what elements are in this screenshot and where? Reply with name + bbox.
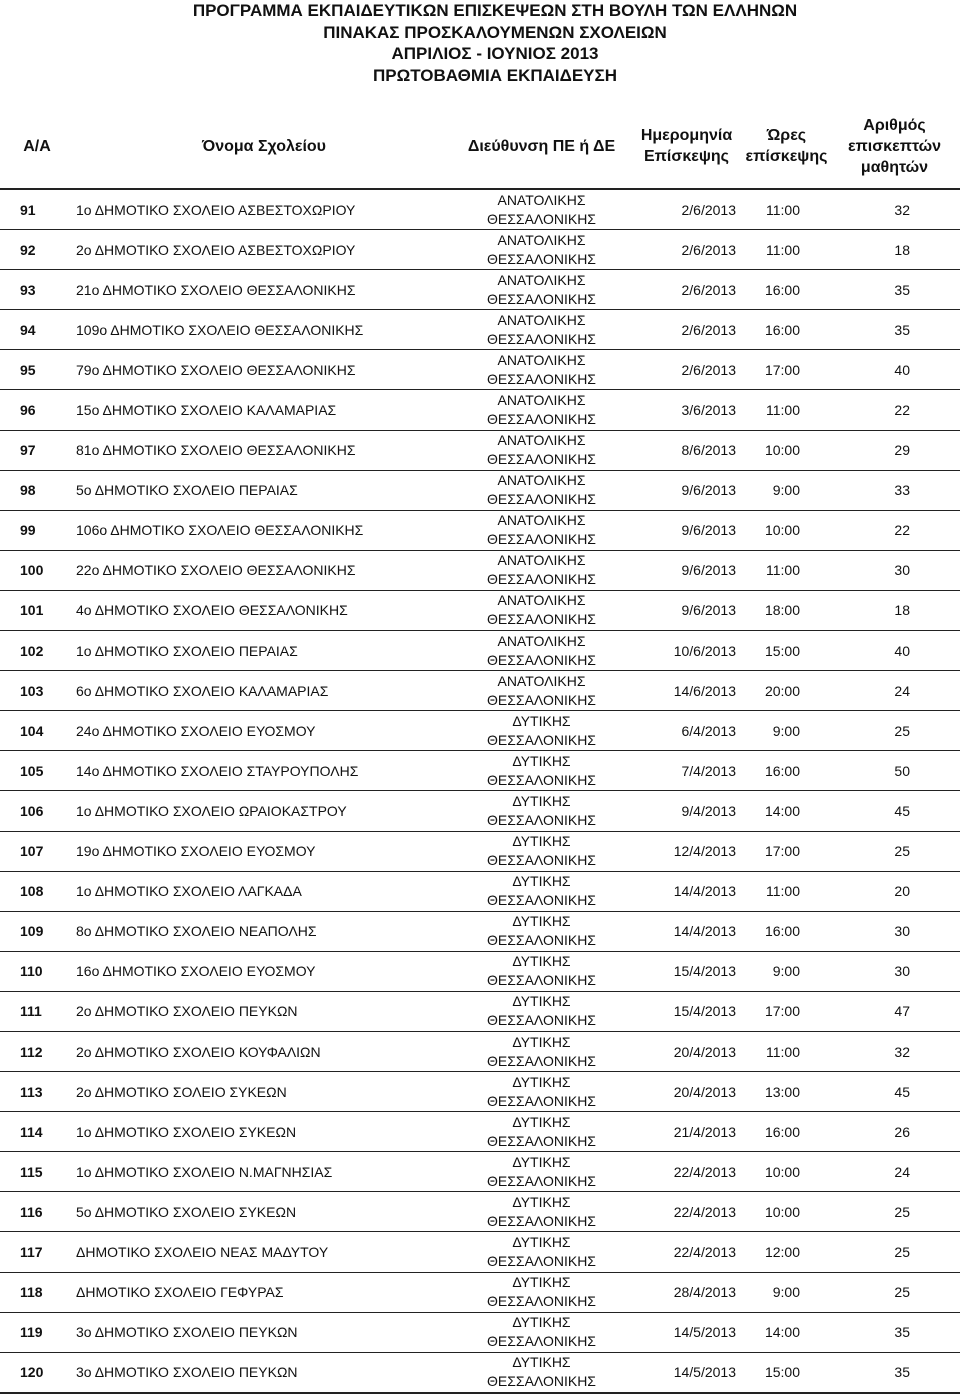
row-number: 111	[0, 991, 74, 1031]
direction-city: ΘΕΣΣΑΛΟΝΙΚΗΣ	[487, 731, 596, 748]
school-name: 8ο ΔΗΜΟΤΙΚΟ ΣΧΟΛΕΙΟ ΝΕΑΠΟΛΗΣ	[74, 911, 454, 951]
direction-cell	[454, 1232, 629, 1272]
school-name: 5ο ΔΗΜΟΤΙΚΟ ΣΧΟΛΕΙΟ ΣΥΚΕΩΝ	[74, 1192, 454, 1232]
table-row	[0, 430, 960, 470]
student-count: 32	[829, 1031, 960, 1071]
row-number: 99	[0, 510, 74, 550]
table-row	[0, 550, 960, 590]
student-count: 22	[829, 510, 960, 550]
visit-date: 3/6/2013	[629, 390, 744, 430]
row-number: 112	[0, 1031, 74, 1071]
visit-time: 16:00	[744, 911, 829, 951]
direction-cell	[454, 1352, 629, 1393]
visit-date: 12/4/2013	[629, 831, 744, 871]
visit-date: 9/6/2013	[629, 470, 744, 510]
visit-date: 8/6/2013	[629, 430, 744, 470]
visit-date: 14/4/2013	[629, 871, 744, 911]
student-count: 45	[829, 791, 960, 831]
direction-cell	[454, 1272, 629, 1312]
direction-region: ΔΥΤΙΚΗΣ	[512, 1314, 571, 1331]
direction-region: ΑΝΑΤΟΛΙΚΗΣ	[497, 672, 586, 689]
direction-city: ΘΕΣΣΑΛΟΝΙΚΗΣ	[487, 210, 596, 227]
table-body	[0, 189, 960, 1393]
table-row	[0, 510, 960, 550]
direction-city: ΘΕΣΣΑΛΟΝΙΚΗΣ	[487, 1373, 596, 1390]
direction-cell	[454, 791, 629, 831]
direction-city: ΘΕΣΣΑΛΟΝΙΚΗΣ	[487, 1293, 596, 1310]
student-count: 35	[829, 310, 960, 350]
visit-date: 20/4/2013	[629, 1072, 744, 1112]
visit-time: 13:00	[744, 1072, 829, 1112]
direction-region: ΑΝΑΤΟΛΙΚΗΣ	[497, 472, 586, 489]
direction-region: ΔΥΤΙΚΗΣ	[512, 752, 571, 769]
visit-date: 2/6/2013	[629, 230, 744, 270]
table-row	[0, 1312, 960, 1352]
school-name: 6ο ΔΗΜΟΤΙΚΟ ΣΧΟΛΕΙΟ ΚΑΛΑΜΑΡΙΑΣ	[74, 671, 454, 711]
row-number: 97	[0, 430, 74, 470]
school-name: 2ο ΔΗΜΟΤΙΚΟ ΣΧΟΛΕΙΟ ΠΕΥΚΩΝ	[74, 991, 454, 1031]
direction-cell	[454, 831, 629, 871]
visit-time: 17:00	[744, 831, 829, 871]
visit-time: 10:00	[744, 510, 829, 550]
row-number: 106	[0, 791, 74, 831]
table-row	[0, 951, 960, 991]
direction-region: ΔΥΤΙΚΗΣ	[512, 1033, 571, 1050]
row-number: 96	[0, 390, 74, 430]
visit-date: 2/6/2013	[629, 189, 744, 230]
row-number: 110	[0, 951, 74, 991]
direction-region: ΔΥΤΙΚΗΣ	[512, 712, 571, 729]
direction-city: ΘΕΣΣΑΛΟΝΙΚΗΣ	[487, 852, 596, 869]
direction-city: ΘΕΣΣΑΛΟΝΙΚΗΣ	[487, 972, 596, 989]
direction-city: ΘΕΣΣΑΛΟΝΙΚΗΣ	[487, 571, 596, 588]
row-number: 102	[0, 631, 74, 671]
student-count: 47	[829, 991, 960, 1031]
row-number: 120	[0, 1352, 74, 1393]
student-count: 24	[829, 671, 960, 711]
visit-time: 16:00	[744, 1112, 829, 1152]
direction-city: ΘΕΣΣΑΛΟΝΙΚΗΣ	[487, 771, 596, 788]
row-number: 115	[0, 1152, 74, 1192]
direction-region: ΔΥΤΙΚΗΣ	[512, 1274, 571, 1291]
school-name: 16ο ΔΗΜΟΤΙΚΟ ΣΧΟΛΕΙΟ ΕΥΟΣΜΟΥ	[74, 951, 454, 991]
table-row	[0, 390, 960, 430]
direction-city: ΘΕΣΣΑΛΟΝΙΚΗΣ	[487, 1052, 596, 1069]
document-title	[0, 0, 960, 86]
table-row	[0, 189, 960, 230]
table-row	[0, 1272, 960, 1312]
row-number: 107	[0, 831, 74, 871]
table-row	[0, 1152, 960, 1192]
direction-city: ΘΕΣΣΑΛΟΝΙΚΗΣ	[487, 411, 596, 428]
direction-cell	[454, 1031, 629, 1071]
direction-cell	[454, 711, 629, 751]
visit-time: 10:00	[744, 1192, 829, 1232]
visit-time: 11:00	[744, 230, 829, 270]
title-line-table: ΠΙΝΑΚΑΣ ΠΡΟΣΚΑΛΟΥΜΕΝΩΝ ΣΧΟΛΕΙΩΝ	[323, 22, 667, 42]
visit-time: 9:00	[744, 1272, 829, 1312]
visit-time: 17:00	[744, 991, 829, 1031]
column-header-aa: Α/Α	[23, 137, 51, 155]
visit-time: 18:00	[744, 590, 829, 630]
student-count: 35	[829, 1352, 960, 1393]
visit-date: 22/4/2013	[629, 1152, 744, 1192]
row-number: 95	[0, 350, 74, 390]
column-header-direction: Διεύθυνση ΠΕ ή ΔΕ	[467, 137, 616, 155]
visit-time: 15:00	[744, 1352, 829, 1393]
school-name: 5ο ΔΗΜΟΤΙΚΟ ΣΧΟΛΕΙΟ ΠΕΡΑΙΑΣ	[74, 470, 454, 510]
school-name: ΔΗΜΟΤΙΚΟ ΣΧΟΛΕΙΟ ΓΕΦΥΡΑΣ	[74, 1272, 454, 1312]
direction-region: ΔΥΤΙΚΗΣ	[512, 1113, 571, 1130]
row-number: 104	[0, 711, 74, 751]
school-name: 109ο ΔΗΜΟΤΙΚΟ ΣΧΟΛΕΙΟ ΘΕΣΣΑΛΟΝΙΚΗΣ	[74, 310, 454, 350]
row-number: 92	[0, 230, 74, 270]
direction-city: ΘΕΣΣΑΛΟΝΙΚΗΣ	[487, 290, 596, 307]
visit-time: 11:00	[744, 1031, 829, 1071]
school-name: 14ο ΔΗΜΟΤΙΚΟ ΣΧΟΛΕΙΟ ΣΤΑΥΡΟΥΠΟΛΗΣ	[74, 751, 454, 791]
direction-cell	[454, 871, 629, 911]
table-row	[0, 791, 960, 831]
direction-cell	[454, 631, 629, 671]
student-count: 18	[829, 230, 960, 270]
visit-date: 15/4/2013	[629, 991, 744, 1031]
table-row	[0, 310, 960, 350]
visit-date: 6/4/2013	[629, 711, 744, 751]
student-count: 45	[829, 1072, 960, 1112]
school-name: 106ο ΔΗΜΟΤΙΚΟ ΣΧΟΛΕΙΟ ΘΕΣΣΑΛΟΝΙΚΗΣ	[74, 510, 454, 550]
visit-date: 14/4/2013	[629, 911, 744, 951]
student-count: 26	[829, 1112, 960, 1152]
direction-cell	[454, 310, 629, 350]
school-name: ΔΗΜΟΤΙΚΟ ΣΧΟΛΕΙΟ ΝΕΑΣ ΜΑΔΥΤΟΥ	[74, 1232, 454, 1272]
direction-region: ΑΝΑΤΟΛΙΚΗΣ	[497, 311, 586, 328]
visit-date: 2/6/2013	[629, 270, 744, 310]
visit-date: 9/4/2013	[629, 791, 744, 831]
student-count: 35	[829, 270, 960, 310]
direction-city: ΘΕΣΣΑΛΟΝΙΚΗΣ	[487, 811, 596, 828]
school-name: 2ο ΔΗΜΟΤΙΚΟ ΣΟΛΕΙΟ ΣΥΚΕΩΝ	[74, 1072, 454, 1112]
table-header-row	[0, 104, 960, 189]
direction-region: ΔΥΤΙΚΗΣ	[512, 833, 571, 850]
direction-cell	[454, 1192, 629, 1232]
visit-date: 2/6/2013	[629, 310, 744, 350]
title-line-program: ΠΡΟΓΡΑΜΜΑ ΕΚΠΑΙΔΕΥΤΙΚΩΝ ΕΠΙΣΚΕΨΕΩΝ ΣΤΗ ΒΟΥΛΗ ΤΩΝ ΕΛΛΗΝΩΝ	[192, 1, 798, 20]
school-name: 2ο ΔΗΜΟΤΙΚΟ ΣΧΟΛΕΙΟ ΚΟΥΦΑΛΙΩΝ	[74, 1031, 454, 1071]
direction-city: ΘΕΣΣΑΛΟΝΙΚΗΣ	[487, 691, 596, 708]
school-name: 3ο ΔΗΜΟΤΙΚΟ ΣΧΟΛΕΙΟ ΠΕΥΚΩΝ	[74, 1312, 454, 1352]
row-number: 116	[0, 1192, 74, 1232]
student-count: 25	[829, 1272, 960, 1312]
school-name: 1ο ΔΗΜΟΤΙΚΟ ΣΧΟΛΕΙΟ ΑΣΒΕΣΤΟΧΩΡΙΟΥ	[74, 189, 454, 230]
visit-time: 9:00	[744, 470, 829, 510]
visit-time: 16:00	[744, 270, 829, 310]
school-name: 3ο ΔΗΜΟΤΙΚΟ ΣΧΟΛΕΙΟ ΠΕΥΚΩΝ	[74, 1352, 454, 1393]
row-number: 93	[0, 270, 74, 310]
direction-city: ΘΕΣΣΑΛΟΝΙΚΗΣ	[487, 1012, 596, 1029]
visit-date: 9/6/2013	[629, 550, 744, 590]
visit-date: 14/6/2013	[629, 671, 744, 711]
visit-date: 7/4/2013	[629, 751, 744, 791]
school-name: 81ο ΔΗΜΟΤΙΚΟ ΣΧΟΛΕΙΟ ΘΕΣΣΑΛΟΝΙΚΗΣ	[74, 430, 454, 470]
direction-cell	[454, 230, 629, 270]
student-count: 40	[829, 631, 960, 671]
visit-time: 11:00	[744, 550, 829, 590]
visit-date: 21/4/2013	[629, 1112, 744, 1152]
school-name: 1ο ΔΗΜΟΤΙΚΟ ΣΧΟΛΕΙΟ ΛΑΓΚΑΔΑ	[74, 871, 454, 911]
table-row	[0, 991, 960, 1031]
student-count: 24	[829, 1152, 960, 1192]
table-row	[0, 831, 960, 871]
direction-cell	[454, 991, 629, 1031]
school-name: 4ο ΔΗΜΟΤΙΚΟ ΣΧΟΛΕΙΟ ΘΕΣΣΑΛΟΝΙΚΗΣ	[74, 590, 454, 630]
direction-city: ΘΕΣΣΑΛΟΝΙΚΗΣ	[487, 651, 596, 668]
school-name: 2ο ΔΗΜΟΤΙΚΟ ΣΧΟΛΕΙΟ ΑΣΒΕΣΤΟΧΩΡΙΟΥ	[74, 230, 454, 270]
row-number: 119	[0, 1312, 74, 1352]
student-count: 32	[829, 189, 960, 230]
visit-date: 20/4/2013	[629, 1031, 744, 1071]
direction-region: ΔΥΤΙΚΗΣ	[512, 1354, 571, 1371]
row-number: 101	[0, 590, 74, 630]
title-line-level: ΠΡΩΤΟΒΑΘΜΙΑ ΕΚΠΑΙΔΕΥΣΗ	[372, 65, 618, 85]
direction-city: ΘΕΣΣΑΛΟΝΙΚΗΣ	[487, 1132, 596, 1149]
row-number: 113	[0, 1072, 74, 1112]
table-row	[0, 1112, 960, 1152]
table-row	[0, 1232, 960, 1272]
table-row	[0, 711, 960, 751]
direction-cell	[454, 390, 629, 430]
direction-cell	[454, 671, 629, 711]
direction-region: ΑΝΑΤΟΛΙΚΗΣ	[497, 552, 586, 569]
direction-cell	[454, 951, 629, 991]
visit-date: 14/5/2013	[629, 1312, 744, 1352]
row-number: 103	[0, 671, 74, 711]
school-name: 1ο ΔΗΜΟΤΙΚΟ ΣΧΟΛΕΙΟ ΠΕΡΑΙΑΣ	[74, 631, 454, 671]
row-number: 91	[0, 189, 74, 230]
direction-region: ΔΥΤΙΚΗΣ	[512, 1233, 571, 1250]
school-name: 21ο ΔΗΜΟΤΙΚΟ ΣΧΟΛΕΙΟ ΘΕΣΣΑΛΟΝΙΚΗΣ	[74, 270, 454, 310]
row-number: 105	[0, 751, 74, 791]
direction-city: ΘΕΣΣΑΛΟΝΙΚΗΣ	[487, 250, 596, 267]
direction-city: ΘΕΣΣΑΛΟΝΙΚΗΣ	[487, 330, 596, 347]
row-number: 117	[0, 1232, 74, 1272]
direction-cell	[454, 430, 629, 470]
visit-time: 14:00	[744, 791, 829, 831]
table-row	[0, 350, 960, 390]
direction-region: ΔΥΤΙΚΗΣ	[512, 993, 571, 1010]
direction-city: ΘΕΣΣΑΛΟΝΙΚΗΣ	[487, 1172, 596, 1189]
direction-cell	[454, 1312, 629, 1352]
direction-region: ΑΝΑΤΟΛΙΚΗΣ	[497, 191, 586, 208]
row-number: 109	[0, 911, 74, 951]
visit-time: 9:00	[744, 711, 829, 751]
direction-region: ΔΥΤΙΚΗΣ	[512, 953, 571, 970]
student-count: 20	[829, 871, 960, 911]
direction-cell	[454, 350, 629, 390]
direction-city: ΘΕΣΣΑΛΟΝΙΚΗΣ	[487, 1252, 596, 1269]
table-row	[0, 1352, 960, 1393]
direction-city: ΘΕΣΣΑΛΟΝΙΚΗΣ	[487, 892, 596, 909]
school-name: 1ο ΔΗΜΟΤΙΚΟ ΣΧΟΛΕΙΟ ΣΥΚΕΩΝ	[74, 1112, 454, 1152]
student-count: 18	[829, 590, 960, 630]
direction-region: ΑΝΑΤΟΛΙΚΗΣ	[497, 512, 586, 529]
column-header-school-name: Όνομα Σχολείου	[202, 137, 326, 155]
direction-cell	[454, 751, 629, 791]
direction-cell	[454, 1072, 629, 1112]
table-row	[0, 590, 960, 630]
direction-region: ΑΝΑΤΟΛΙΚΗΣ	[497, 351, 586, 368]
visit-date: 9/6/2013	[629, 510, 744, 550]
student-count: 25	[829, 711, 960, 751]
school-name: 22ο ΔΗΜΟΤΙΚΟ ΣΧΟΛΕΙΟ ΘΕΣΣΑΛΟΝΙΚΗΣ	[74, 550, 454, 590]
school-name: 1ο ΔΗΜΟΤΙΚΟ ΣΧΟΛΕΙΟ Ν.ΜΑΓΝΗΣΙΑΣ	[74, 1152, 454, 1192]
direction-region: ΔΥΤΙΚΗΣ	[512, 873, 571, 890]
visit-date: 2/6/2013	[629, 350, 744, 390]
table-row	[0, 1031, 960, 1071]
student-count: 25	[829, 831, 960, 871]
direction-city: ΘΕΣΣΑΛΟΝΙΚΗΣ	[487, 531, 596, 548]
schools-table	[0, 104, 960, 1394]
row-number: 114	[0, 1112, 74, 1152]
visit-time: 11:00	[744, 390, 829, 430]
visit-time: 10:00	[744, 1152, 829, 1192]
table-row	[0, 230, 960, 270]
student-count: 35	[829, 1312, 960, 1352]
table-row	[0, 631, 960, 671]
table-row	[0, 911, 960, 951]
visit-time: 9:00	[744, 951, 829, 991]
school-name: 24ο ΔΗΜΟΤΙΚΟ ΣΧΟΛΕΙΟ ΕΥΟΣΜΟΥ	[74, 711, 454, 751]
table-row	[0, 671, 960, 711]
visit-date: 14/5/2013	[629, 1352, 744, 1393]
column-header-visit-hours: Ώρες επίσκεψης	[745, 127, 828, 165]
visit-time: 20:00	[744, 671, 829, 711]
visit-time: 11:00	[744, 871, 829, 911]
direction-cell	[454, 550, 629, 590]
student-count: 30	[829, 550, 960, 590]
direction-city: ΘΕΣΣΑΛΟΝΙΚΗΣ	[487, 451, 596, 468]
student-count: 29	[829, 430, 960, 470]
direction-region: ΔΥΤΙΚΗΣ	[512, 1073, 571, 1090]
table-row	[0, 1192, 960, 1232]
visit-time: 16:00	[744, 751, 829, 791]
direction-cell	[454, 270, 629, 310]
visit-date: 22/4/2013	[629, 1192, 744, 1232]
direction-region: ΔΥΤΙΚΗΣ	[512, 913, 571, 930]
student-count: 33	[829, 470, 960, 510]
student-count: 30	[829, 951, 960, 991]
direction-region: ΔΥΤΙΚΗΣ	[512, 792, 571, 809]
visit-date: 22/4/2013	[629, 1232, 744, 1272]
table-row	[0, 470, 960, 510]
direction-city: ΘΕΣΣΑΛΟΝΙΚΗΣ	[487, 1092, 596, 1109]
school-name: 1ο ΔΗΜΟΤΙΚΟ ΣΧΟΛΕΙΟ ΩΡΑΙΟΚΑΣΤΡΟΥ	[74, 791, 454, 831]
row-number: 94	[0, 310, 74, 350]
visit-time: 14:00	[744, 1312, 829, 1352]
row-number: 100	[0, 550, 74, 590]
visit-date: 28/4/2013	[629, 1272, 744, 1312]
direction-region: ΑΝΑΤΟΛΙΚΗΣ	[497, 592, 586, 609]
direction-city: ΘΕΣΣΑΛΟΝΙΚΗΣ	[487, 1333, 596, 1350]
direction-city: ΘΕΣΣΑΛΟΝΙΚΗΣ	[487, 370, 596, 387]
table-row	[0, 1072, 960, 1112]
student-count: 30	[829, 911, 960, 951]
direction-city: ΘΕΣΣΑΛΟΝΙΚΗΣ	[487, 491, 596, 508]
visit-time: 11:00	[744, 189, 829, 230]
student-count: 50	[829, 751, 960, 791]
direction-cell	[454, 470, 629, 510]
visit-time: 17:00	[744, 350, 829, 390]
table-row	[0, 871, 960, 911]
student-count: 25	[829, 1192, 960, 1232]
direction-region: ΔΥΤΙΚΗΣ	[512, 1153, 571, 1170]
direction-region: ΑΝΑΤΟΛΙΚΗΣ	[497, 392, 586, 409]
visit-time: 15:00	[744, 631, 829, 671]
direction-region: ΑΝΑΤΟΛΙΚΗΣ	[497, 271, 586, 288]
direction-city: ΘΕΣΣΑΛΟΝΙΚΗΣ	[487, 932, 596, 949]
table-row	[0, 270, 960, 310]
visit-date: 10/6/2013	[629, 631, 744, 671]
direction-cell	[454, 1152, 629, 1192]
direction-cell	[454, 510, 629, 550]
school-name: 19ο ΔΗΜΟΤΙΚΟ ΣΧΟΛΕΙΟ ΕΥΟΣΜΟΥ	[74, 831, 454, 871]
visit-time: 12:00	[744, 1232, 829, 1272]
title-line-period: ΑΠΡΙΛΙΟΣ - ΙΟΥΝΙΟΣ 2013	[391, 44, 599, 63]
direction-cell	[454, 911, 629, 951]
direction-cell	[454, 590, 629, 630]
visit-date: 15/4/2013	[629, 951, 744, 991]
student-count: 25	[829, 1232, 960, 1272]
table-row	[0, 751, 960, 791]
school-name: 79ο ΔΗΜΟΤΙΚΟ ΣΧΟΛΕΙΟ ΘΕΣΣΑΛΟΝΙΚΗΣ	[74, 350, 454, 390]
column-header-student-count: Αριθμός επισκεπτών μαθητών	[847, 116, 942, 176]
visit-time: 10:00	[744, 430, 829, 470]
row-number: 98	[0, 470, 74, 510]
direction-region: ΑΝΑΤΟΛΙΚΗΣ	[497, 231, 586, 248]
student-count: 40	[829, 350, 960, 390]
row-number: 108	[0, 871, 74, 911]
visit-date: 9/6/2013	[629, 590, 744, 630]
direction-region: ΑΝΑΤΟΛΙΚΗΣ	[497, 432, 586, 449]
direction-city: ΘΕΣΣΑΛΟΝΙΚΗΣ	[487, 611, 596, 628]
direction-cell	[454, 1112, 629, 1152]
direction-region: ΑΝΑΤΟΛΙΚΗΣ	[497, 632, 586, 649]
visit-time: 16:00	[744, 310, 829, 350]
direction-region: ΔΥΤΙΚΗΣ	[512, 1193, 571, 1210]
school-name: 15ο ΔΗΜΟΤΙΚΟ ΣΧΟΛΕΙΟ ΚΑΛΑΜΑΡΙΑΣ	[74, 390, 454, 430]
row-number: 118	[0, 1272, 74, 1312]
column-header-visit-date: Ημερομηνία Επίσκεψης	[640, 127, 733, 165]
direction-city: ΘΕΣΣΑΛΟΝΙΚΗΣ	[487, 1212, 596, 1229]
student-count: 22	[829, 390, 960, 430]
direction-cell	[454, 189, 629, 230]
